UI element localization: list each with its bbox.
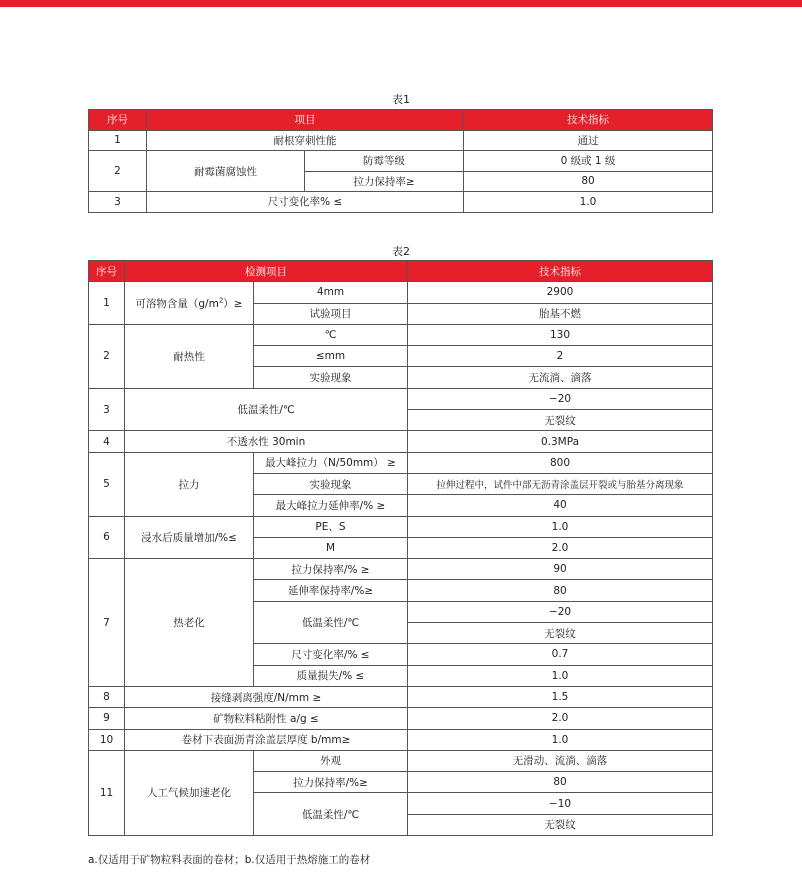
cell-no: 1 xyxy=(89,130,147,151)
header-item: 检测项目 xyxy=(125,261,408,282)
cell-value: 40 xyxy=(408,495,713,516)
cell-subitem: 试验项目 xyxy=(254,303,408,324)
cell-value: 无滑动、流淌、滴落 xyxy=(408,750,713,771)
cell-value: 80 xyxy=(464,171,713,192)
cell-item: 耐根穿刺性能 xyxy=(147,130,464,151)
cell-no: 10 xyxy=(89,729,125,750)
table-row xyxy=(89,431,713,452)
cell-value: 1.5 xyxy=(408,686,713,707)
cell-value: 1.0 xyxy=(408,665,713,686)
table-row xyxy=(89,324,713,345)
top-accent-bar xyxy=(0,0,802,7)
cell-value: 2.0 xyxy=(408,537,713,558)
cell-no: 1 xyxy=(89,282,125,325)
cell-value: 2.0 xyxy=(408,708,713,729)
cell-no: 4 xyxy=(89,431,125,452)
cell-subitem: 最大峰拉力（N/50mm） ≥ xyxy=(254,452,408,473)
cell-value: 0.7 xyxy=(408,644,713,665)
header-no: 序号 xyxy=(89,110,147,131)
cell-value: 2900 xyxy=(408,282,713,303)
table-row xyxy=(89,388,713,409)
cell-item: 矿物粒料粘附性 a/g ≤ xyxy=(125,708,408,729)
cell-value: 1.0 xyxy=(408,729,713,750)
table-header xyxy=(89,110,713,131)
cell-value: 无裂纹 xyxy=(408,410,713,431)
cell-value: 1.0 xyxy=(408,516,713,537)
cell-value: 胎基不燃 xyxy=(408,303,713,324)
header-spec: 技术指标 xyxy=(408,261,713,282)
cell-value: 拉伸过程中，试件中部无沥青涂盖层开裂或与胎基分离现象 xyxy=(408,473,713,494)
footnote: a.仅适用于矿物粒料表面的卷材；b.仅适用于热熔施工的卷材 xyxy=(88,854,371,866)
cell-value: 无裂纹 xyxy=(408,814,713,835)
cell-subitem: 实验现象 xyxy=(254,367,408,388)
cell-no: 9 xyxy=(89,708,125,729)
table-row xyxy=(89,192,713,213)
cell-value: −20 xyxy=(408,388,713,409)
table-1 xyxy=(88,109,713,213)
cell-subitem: ℃ xyxy=(254,324,408,345)
cell-item: 不透水性 30min xyxy=(125,431,408,452)
header-spec: 技术指标 xyxy=(464,110,713,131)
cell-value: 0.3MPa xyxy=(408,431,713,452)
cell-item: 人工气候加速老化 xyxy=(125,750,254,835)
cell-subitem: 拉力保持率/% ≥ xyxy=(254,559,408,580)
cell-no: 2 xyxy=(89,151,147,192)
cell-subitem: 实验现象 xyxy=(254,473,408,494)
cell-value: 0 级或 1 级 xyxy=(464,151,713,172)
cell-no: 5 xyxy=(89,452,125,516)
table-row xyxy=(89,729,713,750)
cell-no: 8 xyxy=(89,686,125,707)
cell-item: 接缝剥离强度/N/mm ≥ xyxy=(125,686,408,707)
cell-no: 2 xyxy=(89,324,125,388)
table-header xyxy=(89,261,713,282)
cell-subitem: 防霉等级 xyxy=(305,151,464,172)
cell-item: 热老化 xyxy=(125,559,254,687)
cell-subitem: M xyxy=(254,537,408,558)
cell-no: 3 xyxy=(89,388,125,431)
cell-item xyxy=(125,282,254,325)
cell-subitem: 拉力保持率/%≥ xyxy=(254,772,408,793)
superscript: 2 xyxy=(218,296,224,305)
item-text: 可溶物含量（g/m xyxy=(135,297,219,310)
table-row xyxy=(89,151,713,172)
cell-subitem: 质量损失/% ≤ xyxy=(254,665,408,686)
cell-item: 耐霉菌腐蚀性 xyxy=(147,151,305,192)
table-row xyxy=(89,130,713,151)
cell-value: 90 xyxy=(408,559,713,580)
cell-value: −10 xyxy=(408,793,713,814)
table1-caption: 表1 xyxy=(392,93,410,106)
cell-item: 卷材下表面沥青涂盖层厚度 b/mm≥ xyxy=(125,729,408,750)
cell-subitem: 低温柔性/℃ xyxy=(254,793,408,836)
table-row xyxy=(89,282,713,303)
cell-subitem: 外观 xyxy=(254,750,408,771)
cell-value: 1.0 xyxy=(464,192,713,213)
cell-no: 11 xyxy=(89,750,125,835)
table-row xyxy=(89,708,713,729)
cell-no: 6 xyxy=(89,516,125,559)
cell-value: 800 xyxy=(408,452,713,473)
table-row xyxy=(89,750,713,771)
cell-item: 耐热性 xyxy=(125,324,254,388)
cell-item: 拉力 xyxy=(125,452,254,516)
cell-subitem: ≤mm xyxy=(254,346,408,367)
cell-value: 80 xyxy=(408,772,713,793)
cell-no: 7 xyxy=(89,559,125,687)
table-row xyxy=(89,452,713,473)
table-2 xyxy=(88,260,713,836)
item-text: ）≥ xyxy=(223,297,243,310)
table2-caption: 表2 xyxy=(392,245,410,258)
table-row xyxy=(89,559,713,580)
cell-subitem: 最大峰拉力延伸率/% ≥ xyxy=(254,495,408,516)
cell-subitem: 尺寸变化率/% ≤ xyxy=(254,644,408,665)
cell-item: 浸水后质量增加/%≤ xyxy=(125,516,254,559)
header-no: 序号 xyxy=(89,261,125,282)
cell-subitem: 4mm xyxy=(254,282,408,303)
cell-subitem: 低温柔性/℃ xyxy=(254,601,408,644)
cell-subitem: PE、S xyxy=(254,516,408,537)
cell-item: 低温柔性/℃ xyxy=(125,388,408,431)
table-row xyxy=(89,516,713,537)
cell-value: −20 xyxy=(408,601,713,622)
cell-value: 80 xyxy=(408,580,713,601)
cell-value: 2 xyxy=(408,346,713,367)
cell-subitem: 拉力保持率≥ xyxy=(305,171,464,192)
cell-value: 无流淌、滴落 xyxy=(408,367,713,388)
cell-item: 尺寸变化率% ≤ xyxy=(147,192,464,213)
cell-value: 130 xyxy=(408,324,713,345)
cell-value: 通过 xyxy=(464,130,713,151)
table-row xyxy=(89,686,713,707)
cell-no: 3 xyxy=(89,192,147,213)
cell-value: 无裂纹 xyxy=(408,623,713,644)
header-item: 项目 xyxy=(147,110,464,131)
cell-subitem: 延伸率保持率/%≥ xyxy=(254,580,408,601)
